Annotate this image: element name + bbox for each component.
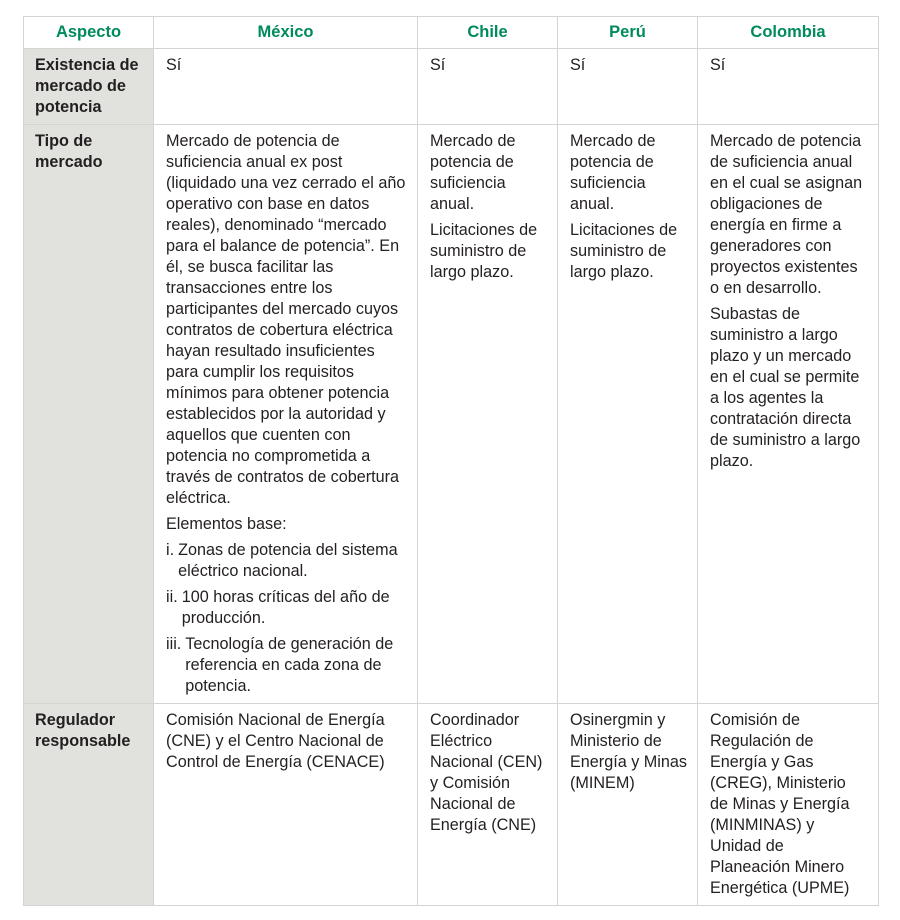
cell-peru: [558, 704, 698, 906]
table-row: [24, 125, 879, 704]
list-number: iii.: [166, 635, 182, 653]
table-row: [24, 704, 879, 906]
cell-text: Subastas de suministro a largo plazo y un mercado en el cual se permite a los agentes la contratación directa de suministro a largo plazo.: [710, 305, 861, 470]
cell-text: Licitaciones de suministro de largo plazo.: [570, 221, 678, 281]
header-chile: Chile: [418, 17, 558, 49]
cell-peru: [558, 49, 698, 125]
cell-chile: [418, 704, 558, 906]
list-number: ii.: [166, 588, 178, 606]
elements-list: [166, 540, 407, 697]
cell-peru: [558, 125, 698, 704]
cell-text: Sí: [710, 56, 726, 74]
cell-text: Osinergmin y Ministerio de Energía y Minas (MINEM): [570, 711, 687, 792]
cell-text: Mercado de potencia de suficiencia anual ex post (liquidado una vez cerrado el año operativo con base en datos reales), denominado “mercado para el balance de potencia”. En él, se busca facilitar las transacciones entre los participantes del mercado cuyos contratos de cobertura eléctrica hayan resultado insuficientes para cumplir los requisitos mínimos para obtener potencia establecidos por la autoridad y aquellos que cuenten con potencia no comprometida a través de contratos de cobertura eléctrica.: [166, 132, 406, 507]
cell-mexico: [154, 125, 418, 704]
cell-colombia: [698, 125, 879, 704]
list-item: [166, 634, 407, 697]
header-aspecto: Aspecto: [24, 17, 154, 49]
comparison-table: [23, 16, 879, 906]
list-text: Zonas de potencia del sistema eléctrico nacional.: [178, 541, 398, 580]
cell-text: Comisión Nacional de Energía (CNE) y el Centro Nacional de Control de Energía (CENACE): [166, 711, 385, 771]
aspect-cell: Tipo de mercado: [24, 125, 154, 704]
cell-colombia: [698, 49, 879, 125]
table-row: [24, 49, 879, 125]
aspect-cell: Existencia de mercado de potencia: [24, 49, 154, 125]
cell-text: Licitaciones de suministro de largo plazo.: [430, 221, 538, 281]
cell-mexico: [154, 49, 418, 125]
header-peru: Perú: [558, 17, 698, 49]
cell-text: Mercado de potencia de suficiencia anual.: [430, 132, 516, 213]
list-number: i.: [166, 541, 175, 559]
cell-text: Sí: [430, 56, 446, 74]
cell-chile: [418, 125, 558, 704]
cell-text: Mercado de potencia de suficiencia anual en el cual se asignan obligaciones de energía en firme a generadores con proyectos existentes o en desarrollo.: [710, 132, 863, 297]
list-item: [166, 540, 407, 582]
list-text: 100 horas críticas del año de producción.: [181, 588, 390, 627]
cell-text: Sí: [570, 56, 586, 74]
cell-text: Comisión de Regulación de Energía y Gas (CREG), Ministerio de Minas y Energía (MINMINAS) y Unidad de Planeación Minero Energética (UPME): [710, 711, 850, 897]
header-colombia: Colombia: [698, 17, 879, 49]
cell-colombia: [698, 704, 879, 906]
cell-text: Elementos base:: [166, 515, 287, 533]
list-text: Tecnología de generación de referencia en cada zona de potencia.: [185, 635, 394, 695]
cell-text: Sí: [166, 56, 182, 74]
cell-text: Mercado de potencia de suficiencia anual.: [570, 132, 656, 213]
list-item: [166, 587, 407, 629]
cell-mexico: [154, 704, 418, 906]
cell-text: Coordinador Eléctrico Nacional (CEN) y Comisión Nacional de Energía (CNE): [430, 711, 543, 834]
aspect-cell: Regulador responsable: [24, 704, 154, 906]
header-mexico: México: [154, 17, 418, 49]
header-row: [24, 17, 879, 49]
cell-chile: [418, 49, 558, 125]
